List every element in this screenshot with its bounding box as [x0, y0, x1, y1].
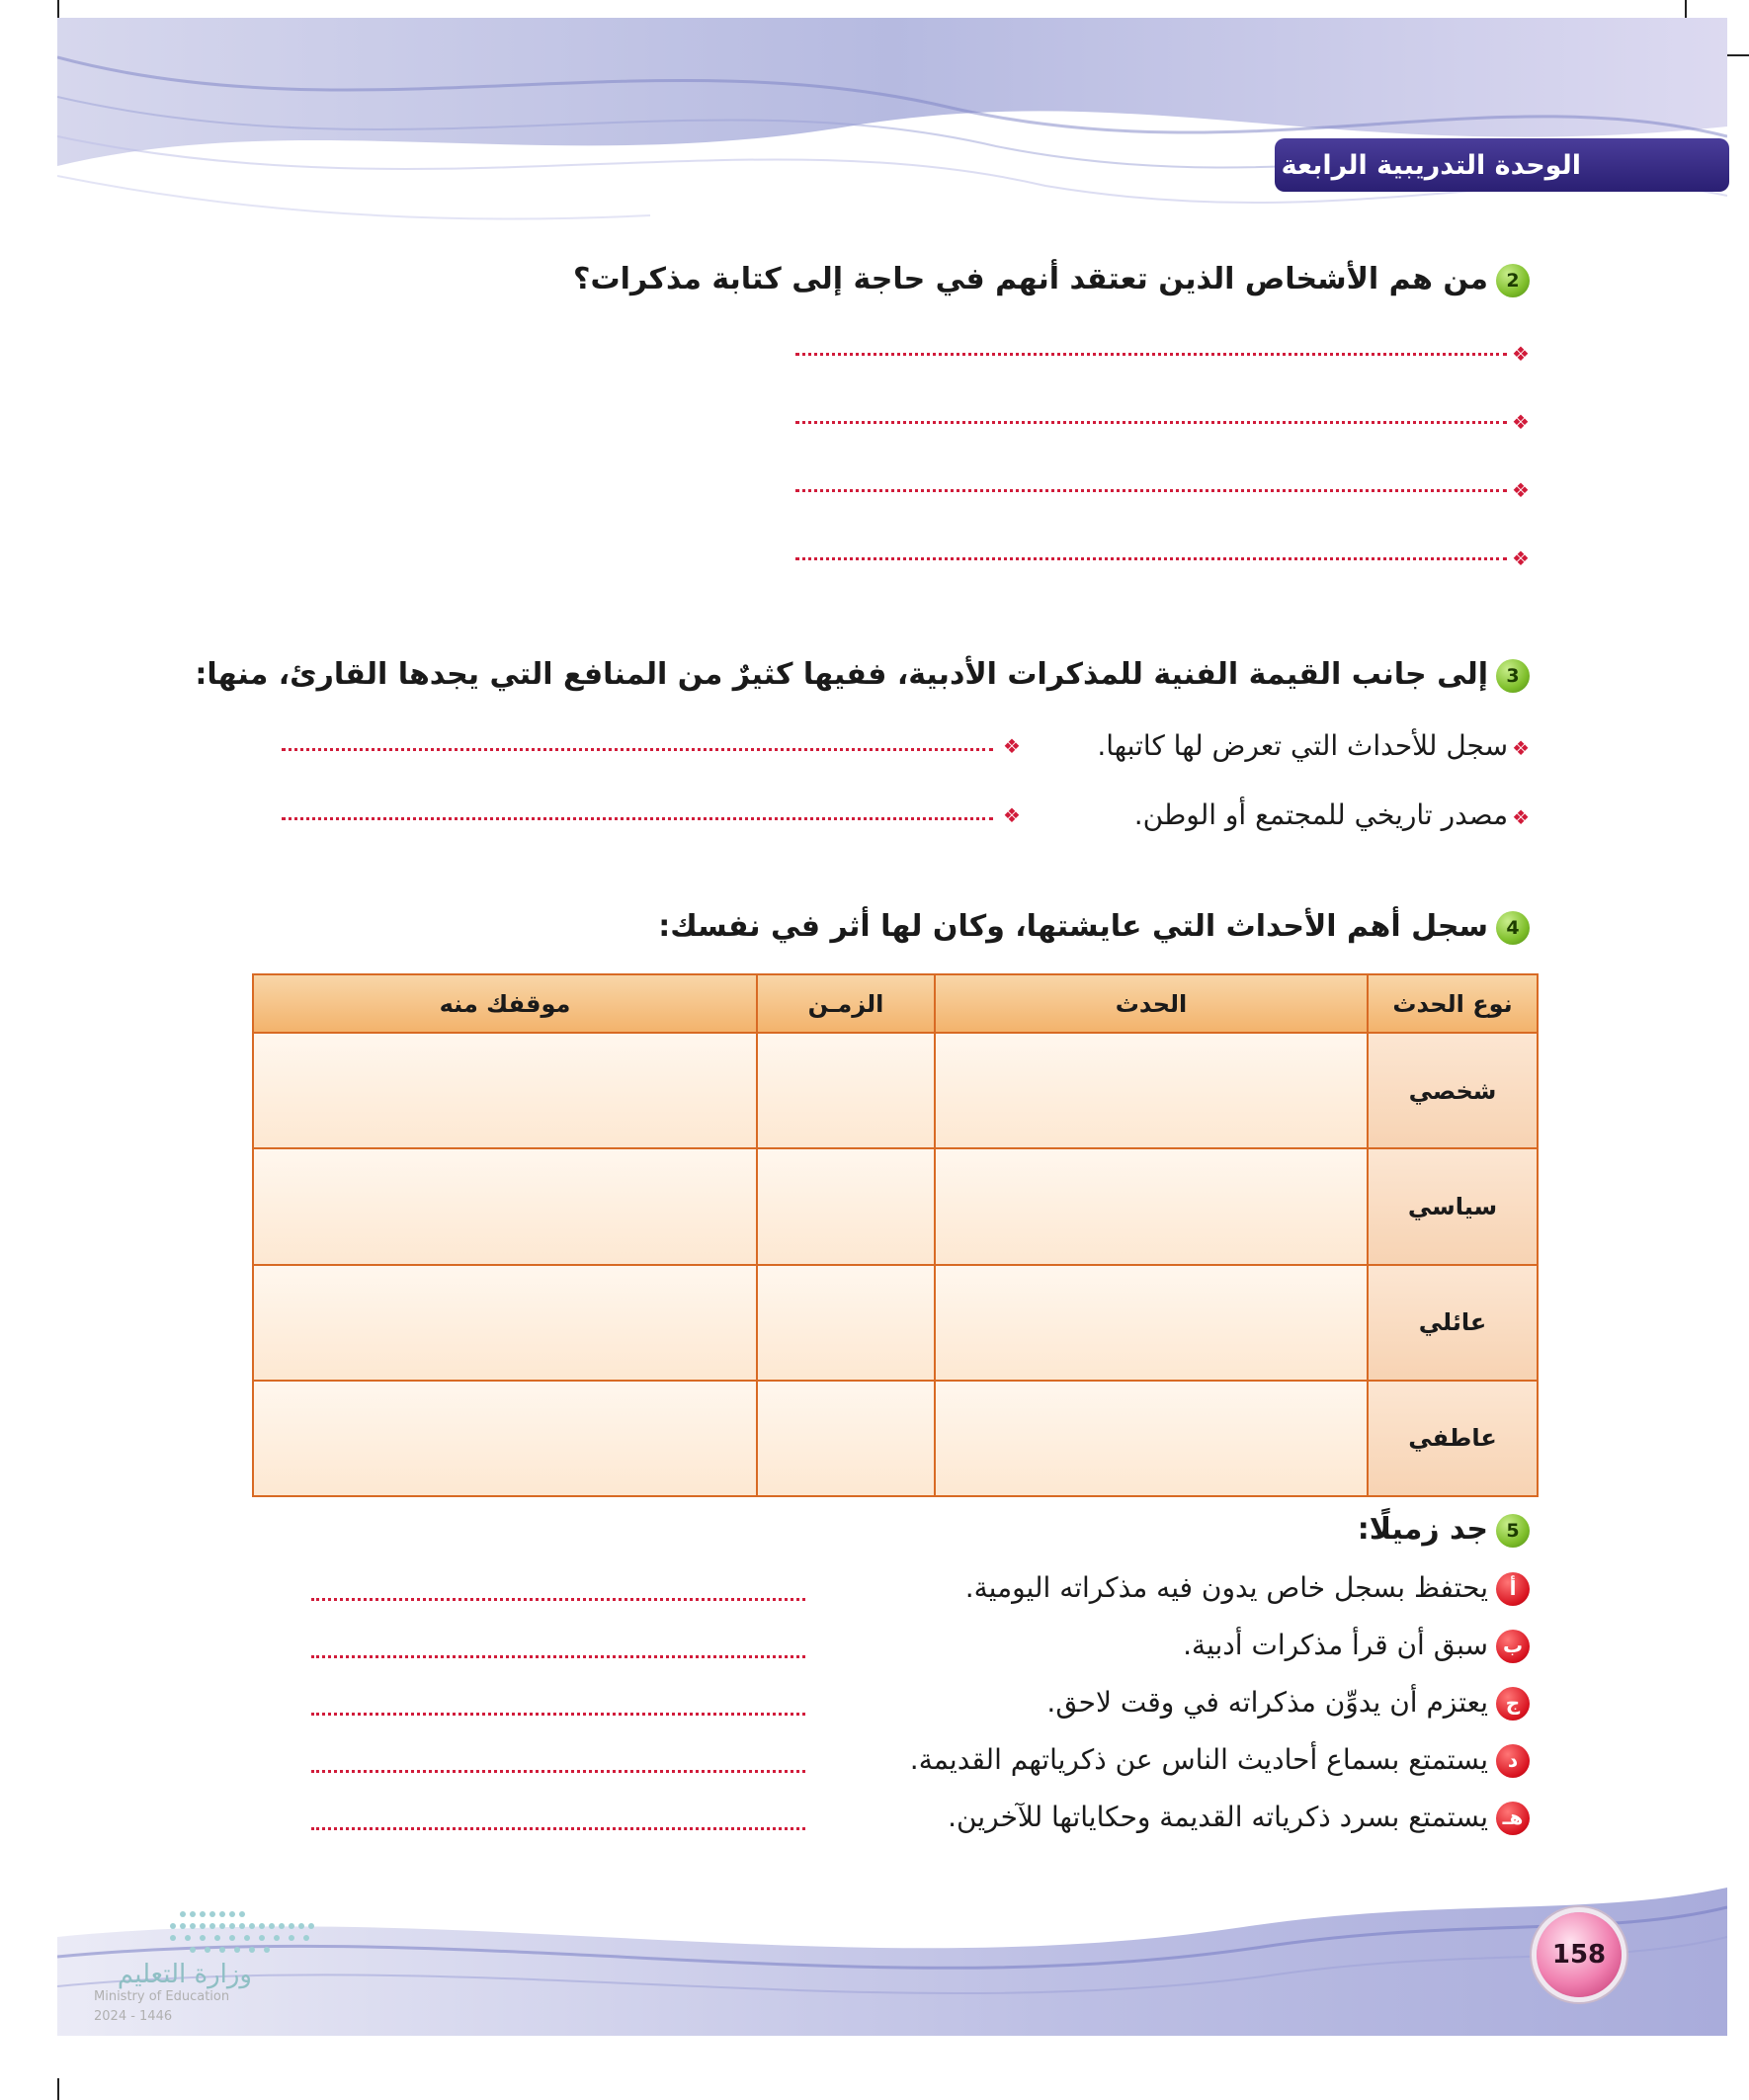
question-4 [658, 909, 1530, 945]
event-cell[interactable] [935, 1265, 1368, 1381]
events-table [252, 973, 1539, 1497]
header-wave-decoration [57, 18, 1727, 240]
event-type-cell: عاطفي [1368, 1381, 1538, 1496]
question-2 [573, 262, 1530, 297]
answer-line[interactable] [795, 557, 1507, 560]
letter-badge: هـ [1496, 1802, 1530, 1835]
question-4-text: سجل أهم الأحداث التي عايشتها، وكان لها أثر في نفسك: [658, 909, 1488, 944]
answer-line[interactable] [795, 353, 1507, 356]
q5-item: أيحتفظ بسجل خاص يدون فيه مذكراته اليومية. [965, 1571, 1530, 1606]
question-3-text: إلى جانب القيمة الفنية للمذكرات الأدبية، ففيها كثيرٌ من المنافع التي يجدها القارئ، منها: [195, 657, 1488, 692]
ministry-name-ar: وزارة التعليم [117, 1960, 252, 1989]
q3-item: ❖مصدر تاريخي للمجتمع أو الوطن. [1133, 798, 1530, 831]
table-header: الحدث [935, 974, 1368, 1033]
question-3 [195, 657, 1530, 693]
letter-badge: ج [1496, 1687, 1530, 1721]
event-type-cell: شخصي [1368, 1033, 1538, 1148]
diamond-bullet-icon: ❖ [1512, 736, 1530, 760]
event-type-cell: سياسي [1368, 1148, 1538, 1264]
question-2-text: من هم الأشخاص الذين تعتقد أنهم في حاجة إلى كتابة مذكرات؟ [573, 262, 1488, 296]
table-row [253, 1148, 1538, 1264]
unit-title: الوحدة التدريبية الرابعة [1281, 149, 1581, 181]
q5-item: جيعتزم أن يدوِّن مذكراته في وقت لاحق. [1046, 1686, 1530, 1721]
ministry-logo [94, 1902, 331, 2041]
letter-badge: د [1496, 1744, 1530, 1778]
diamond-bullet-icon: ❖ [1003, 803, 1021, 827]
diamond-bullet-icon: ❖ [1512, 410, 1530, 434]
crop-mark [57, 0, 59, 18]
letter-badge: ب [1496, 1630, 1530, 1663]
position-cell[interactable] [253, 1381, 757, 1496]
time-cell[interactable] [757, 1148, 935, 1264]
question-number-badge: 5 [1496, 1514, 1530, 1548]
question-number-badge: 4 [1496, 911, 1530, 945]
table-header-row [253, 974, 1538, 1033]
question-number-badge: 2 [1496, 264, 1530, 297]
time-cell[interactable] [757, 1381, 935, 1496]
diamond-bullet-icon: ❖ [1003, 734, 1021, 758]
answer-line[interactable] [311, 1770, 805, 1773]
event-cell[interactable] [935, 1033, 1368, 1148]
diamond-bullet-icon: ❖ [1512, 546, 1530, 570]
diamond-bullet-icon: ❖ [1512, 342, 1530, 366]
event-cell[interactable] [935, 1381, 1368, 1496]
answer-line[interactable] [795, 421, 1507, 424]
answer-line[interactable] [311, 1598, 805, 1601]
diamond-bullet-icon: ❖ [1512, 478, 1530, 502]
table-row [253, 1381, 1538, 1496]
position-cell[interactable] [253, 1265, 757, 1381]
q5-item: هـيستمتع بسرد ذكرياته القديمة وحكاياتها للآخرين. [948, 1801, 1530, 1835]
q3-item: ❖سجل للأحداث التي تعرض لها كاتبها. [1097, 729, 1530, 762]
answer-line[interactable] [282, 817, 993, 820]
question-5-text: جد زميلًا: [1357, 1512, 1488, 1547]
answer-line[interactable] [795, 489, 1507, 492]
ministry-name-en: Ministry of Education [94, 1989, 230, 2004]
letter-badge: أ [1496, 1572, 1530, 1606]
question-number-badge: 3 [1496, 659, 1530, 693]
table-header: الزمـن [757, 974, 935, 1033]
position-cell[interactable] [253, 1148, 757, 1264]
q5-item: بسبق أن قرأ مذكرات أدبية. [1183, 1629, 1530, 1663]
question-5 [1358, 1512, 1530, 1548]
edition-year: 2024 - 1446 [94, 2009, 173, 2024]
table-header: نوع الحدث [1368, 974, 1538, 1033]
position-cell[interactable] [253, 1033, 757, 1148]
answer-line[interactable] [311, 1713, 805, 1716]
unit-title-banner [1275, 138, 1729, 192]
event-type-cell: عائلي [1368, 1265, 1538, 1381]
answer-line[interactable] [311, 1827, 805, 1830]
ministry-logo-icon [94, 1902, 331, 1962]
q5-item: ديستمتع بسماع أحاديث الناس عن ذكرياتهم القديمة. [910, 1743, 1530, 1778]
event-cell[interactable] [935, 1148, 1368, 1264]
diamond-bullet-icon: ❖ [1512, 805, 1530, 829]
answer-line[interactable] [282, 748, 993, 751]
answer-line[interactable] [311, 1655, 805, 1658]
page-number: 158 [1537, 1912, 1622, 1997]
table-row [253, 1033, 1538, 1148]
time-cell[interactable] [757, 1033, 935, 1148]
table-row [253, 1265, 1538, 1381]
time-cell[interactable] [757, 1265, 935, 1381]
table-header: موقفك منه [253, 974, 757, 1033]
